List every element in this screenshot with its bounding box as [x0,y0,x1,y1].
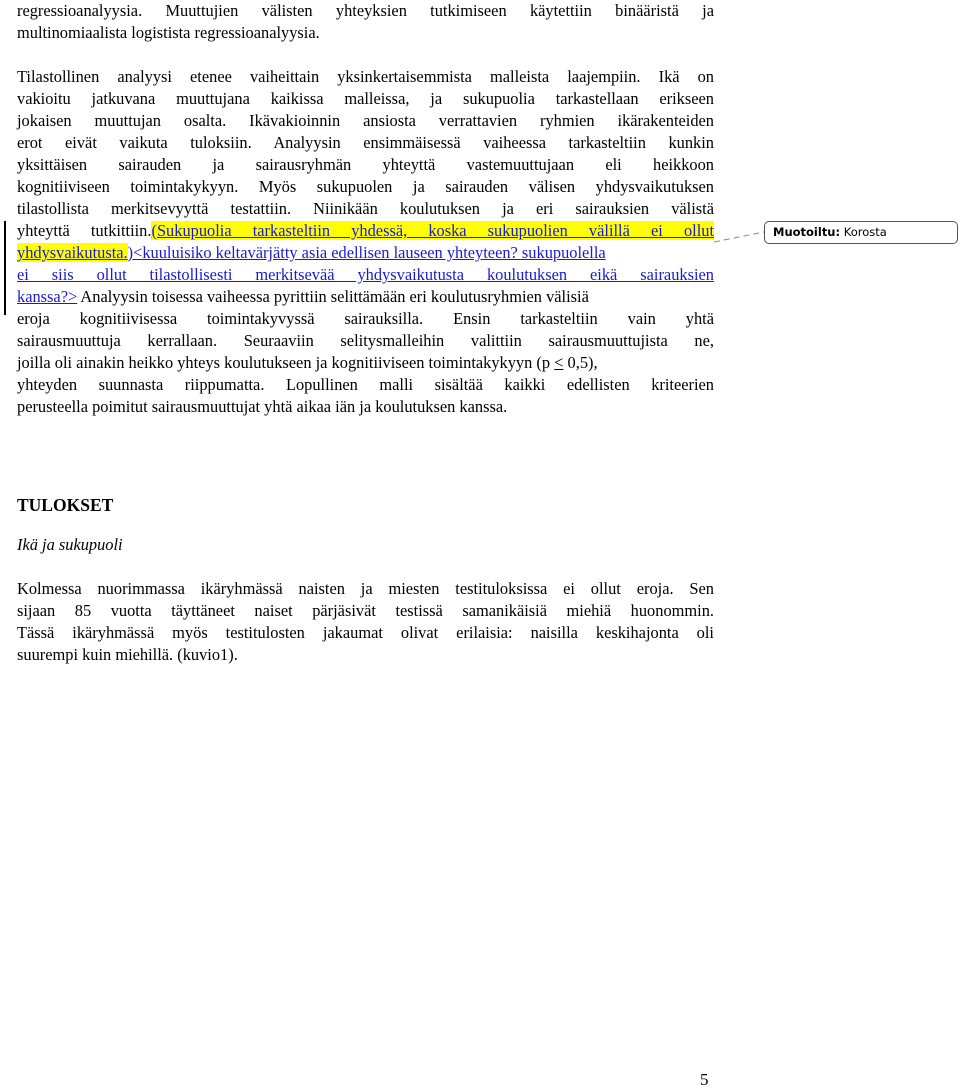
text-line: Kolmessa nuorimmassa ikäryhmässä naisten ja miesten testituloksissa ei ollut eroja. Sen [17,579,714,598]
page-number: 5 [700,1070,709,1089]
text-line: eroja kognitiivisessa toimintakyvyssä sairauksilla. Ensin tarkasteltiin vain yhtä [17,309,714,328]
text-run: 0,5), [563,353,598,372]
balloon-label: Muotoiltu: [773,225,841,239]
section-subheading: Ikä ja sukupuoli [17,535,123,554]
less-or-equal-symbol: < [554,353,564,372]
balloon-value: Korosta [843,225,887,239]
text-line: tilastollista merkitsevyyttä testattiin. Niinikään koulutuksen ja eri sairauksien välistä [17,199,714,218]
inserted-text[interactable]: kanssa?> [17,287,78,306]
inserted-text[interactable]: ei siis ollut tilastollisesti merkitsevää yhdysvaikutusta koulutuksen eikä sairauksien [17,265,714,284]
formatting-comment-balloon[interactable] [764,221,958,244]
inserted-text[interactable]: )<kuuluisiko keltavärjätty asia edellisen lauseen yhteyteen? sukupuolella [127,243,606,262]
inserted-highlighted-text[interactable]: (Sukupuolia tarkasteltiin yhdessä, koska sukupuolien välillä ei ollut [151,221,714,240]
text-line: vakioitu jatkuvana muuttujana kaikissa malleissa, ja sukupuolia tarkastellaan erikseen [17,89,714,108]
text-line: perusteella poimitut sairausmuuttujat yhtä aikaa iän ja koulutuksen kanssa. [17,397,508,416]
inserted-highlighted-text[interactable]: yhdysvaikutusta. [17,243,128,262]
text-line: multinomiaalista logistista regressioanalyysia. [17,23,320,42]
text-line: sijaan 85 vuotta täyttäneet naiset pärjäsivät testissä samanikäisiä miehiä huonommin. [17,601,714,620]
text-line [17,352,714,374]
text-run: Analyysin toisessa vaiheessa pyrittiin selittämään eri koulutusryhmien välisiä [77,287,589,306]
text-line: regressioanalyysia. Muuttujien välisten yhteyksien tutkimiseen käytettiin binääristä ja [17,1,714,20]
text-line: jokaisen muuttujan osalta. Ikävakioinnin ansiosta verrattavien ryhmien ikärakenteiden [17,111,714,130]
section-heading: TULOKSET [17,495,114,515]
text-line: Tässä ikäryhmässä myös testitulosten jakaumat olivat erilaisia: naisilla keskihajonta oli [17,623,714,642]
text-line: Tilastollinen analyysi etenee vaiheittain yksinkertaisemmista malleista laajempiin. Ikä on [17,67,714,86]
text-line: erot eivät vaikuta tuloksiin. Analyysin ensimmäisessä vaiheessa tarkasteltiin kunkin [17,133,714,152]
text-line: yhteyden suunnasta riippumatta. Lopullinen malli sisältää kaikki edellisten kriteerien [17,375,714,394]
text-line: kognitiiviseen toimintakykyyn. Myös sukupuolen ja sairauden välisen yhdysvaikutuksen [17,177,714,196]
text-line: suurempi kuin miehillä. (kuvio1). [17,645,238,664]
text-run: joilla oli ainakin heikko yhteys koulutukseen ja kognitiiviseen toimintakykyyn (p [17,353,555,372]
comment-connector-line [0,0,960,300]
text-run: yhteyttä tutkittiin. [17,221,152,240]
text-line: sairausmuuttuja kerrallaan. Seuraaviin selitysmalleihin valittiin sairausmuuttujista ne, [17,331,714,350]
text-line: yksittäisen sairauden ja sairausryhmän yhteyttä vastemuuttujaan eli heikkoon [17,155,714,174]
